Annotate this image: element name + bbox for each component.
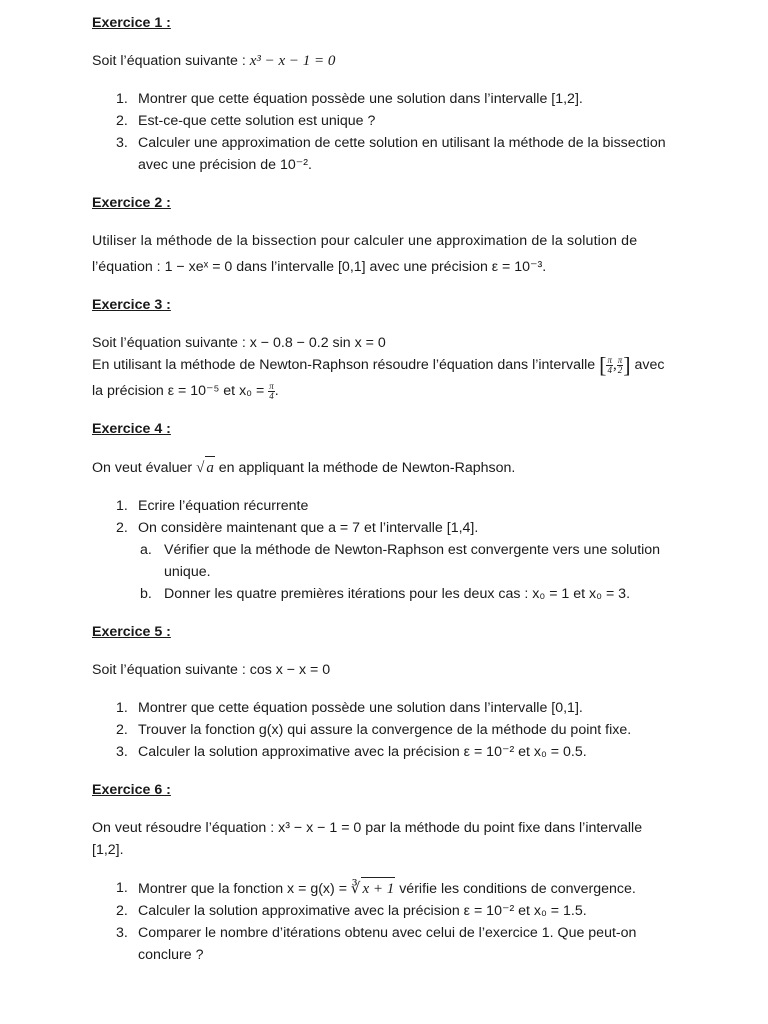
item-number: 2.: [116, 903, 128, 920]
item-number: 1.: [116, 700, 128, 717]
item-text: Calculer une approximation de cette solution en utilisant la méthode de la bissection: [138, 135, 666, 151]
exercise-title: Exercice 2 :: [92, 195, 171, 211]
list-item: [92, 495, 688, 517]
line-text: la précision ε = 10⁻⁵ et x₀ =: [92, 383, 269, 400]
line-text: avec: [634, 357, 665, 373]
denominator: 4: [269, 391, 274, 401]
paragraph-line: On veut résoudre l’équation : x³ − x − 1 = 0 par la méthode du point fixe dans l’intervalle: [92, 820, 643, 837]
item-text: Est-ce-que cette solution est unique ?: [138, 113, 376, 129]
item-number: 1.: [116, 91, 128, 107]
intro-text: On veut évaluer: [92, 460, 197, 477]
item-text: On considère maintenant que a = 7 et l’intervalle [1,4].: [138, 520, 479, 537]
exercise-4: [92, 418, 688, 605]
paragraph-line: [92, 354, 688, 376]
list-item: [92, 132, 688, 154]
exercise-6: [92, 779, 688, 966]
cube-root-symbol: ∛: [350, 881, 361, 898]
item-number: 1.: [116, 498, 128, 515]
bracket-close: ]: [623, 352, 631, 378]
item-text: Calculer la solution approximative avec la précision ε = 10⁻² et x₀ = 0.5.: [138, 744, 587, 761]
question-list: [92, 88, 688, 176]
item-text: vérifie les conditions de convergence.: [395, 881, 636, 898]
exercise-2: [92, 192, 688, 278]
list-item: [92, 697, 688, 719]
item-number: 3.: [116, 135, 128, 151]
list-item-continuation: [92, 154, 688, 176]
item-text: Comparer le nombre d’itérations obtenu avec celui de l’exercice 1. Que peut-on: [138, 925, 637, 942]
exercise-intro: [92, 50, 688, 72]
item-text: conclure ?: [138, 947, 204, 964]
list-item: [92, 719, 688, 741]
exercise-1: [92, 12, 688, 176]
list-item: [92, 110, 688, 132]
sub-list-item: [92, 539, 688, 561]
list-item: [92, 741, 688, 763]
numerator: π: [607, 354, 612, 365]
exercise-title: Exercice 6 :: [92, 782, 171, 799]
item-text: Trouver la fonction g(x) qui assure la convergence de la méthode du point fixe.: [138, 722, 632, 739]
item-number: 2.: [116, 520, 128, 537]
exercise-title: Exercice 5 :: [92, 624, 171, 641]
question-list: [92, 877, 688, 966]
exercise-intro: Soit l’équation suivante : cos x − x = 0: [92, 662, 331, 679]
list-item: [92, 517, 688, 539]
paragraph-line: Utiliser la méthode de la bissection pour calculer une approximation de la solution de: [92, 233, 638, 249]
exercise-3: [92, 294, 688, 402]
list-item: [92, 88, 688, 110]
sqrt-symbol: √: [196, 460, 205, 477]
equation: x³ − x − 1 = 0: [249, 53, 336, 69]
exercise-title: Exercice 4 :: [92, 421, 171, 438]
item-text: Ecrire l’équation récurrente: [138, 498, 309, 515]
list-item-continuation: [92, 944, 688, 966]
list-item: [92, 877, 688, 900]
paragraph-line: l’équation : 1 − xeˣ = 0 dans l’intervalle [0,1] avec une précision ε = 10⁻³.: [92, 259, 547, 275]
item-text: Calculer la solution approximative avec la précision ε = 10⁻² et x₀ = 1.5.: [138, 903, 587, 920]
exercise-title: Exercice 1 :: [92, 15, 171, 31]
intro-text: en appliquant la méthode de Newton-Raphson.: [214, 460, 516, 477]
numerator: π: [617, 354, 623, 365]
sub-list-item: [92, 583, 688, 605]
denominator: 2: [617, 364, 623, 375]
comma: ,: [612, 357, 617, 373]
item-text: Donner les quatre premières itérations pour les deux cas : x₀ = 1 et x₀ = 3.: [164, 586, 631, 603]
question-list: [92, 697, 688, 763]
item-text: Montrer que cette équation possède une solution dans l’intervalle [0,1].: [138, 700, 583, 717]
item-number: 1.: [116, 880, 128, 897]
root-argument: x + 1: [361, 877, 395, 900]
item-text: unique.: [164, 564, 211, 581]
paragraph-line: la précision ε = 10⁻⁵ et x₀ = $\frac{\pi}{4}$ .: [92, 381, 279, 401]
item-text: avec une précision de 10⁻².: [138, 157, 312, 173]
denominator: 4: [607, 364, 612, 375]
list-item: [92, 900, 688, 922]
intro-text: Soit l’équation suivante :: [92, 53, 250, 69]
paragraph-line: Soit l’équation suivante : x − 0.8 − 0.2 sin x = 0: [92, 335, 386, 351]
line-text: En utilisant la méthode de Newton-Raphson résoudre l’équation dans l’intervalle: [92, 357, 596, 373]
question-list: [92, 495, 688, 605]
fraction: [268, 382, 275, 401]
numerator: π: [269, 381, 274, 391]
sub-list-item-continuation: [92, 561, 688, 583]
item-text: Montrer que cette équation possède une solution dans l’intervalle [1,2].: [138, 91, 583, 107]
item-number: 2.: [116, 113, 128, 129]
exercise-5: [92, 621, 688, 763]
bracket-open: [: [599, 352, 607, 378]
paragraph-line: [1,2].: [92, 842, 124, 859]
exercise-intro: [92, 456, 688, 479]
sqrt-argument: a: [205, 456, 215, 479]
list-item: [92, 922, 688, 944]
item-number: 3.: [116, 744, 128, 761]
item-number: 2.: [116, 722, 128, 739]
exercise-title: Exercice 3 :: [92, 297, 171, 313]
item-letter: b.: [140, 586, 152, 603]
item-number: 3.: [116, 925, 128, 942]
item-text: Vérifier que la méthode de Newton-Raphson est convergente vers une solution: [164, 542, 661, 559]
item-letter: a.: [140, 542, 152, 559]
item-text: Montrer que la fonction x = g(x) =: [138, 881, 351, 898]
